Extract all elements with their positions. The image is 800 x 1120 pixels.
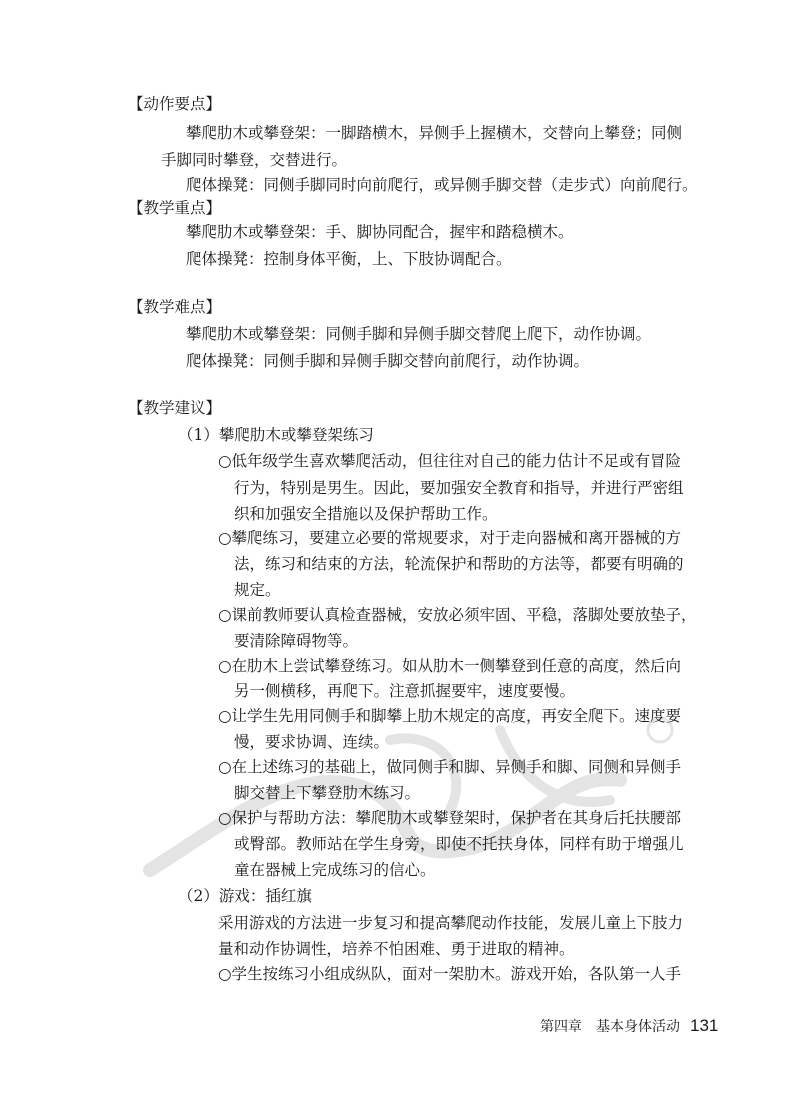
text-line: 采用游戏的方法进一步复习和提高攀爬动作技能，发展儿童上下肢力 (218, 914, 684, 932)
publisher-watermark-icon (140, 700, 760, 890)
text-line: 另一侧横移，再爬下。注意抓握要牢，速度要慢。 (234, 682, 576, 700)
bullet-line: ○保护与帮助方法：攀爬肋木或攀登架时，保护者在其身后托扶腰部 (218, 809, 682, 827)
text-line: 要清除障碍物等。 (234, 632, 359, 650)
page-footer (540, 1016, 718, 1037)
text-line: 攀爬肋木或攀登架：手、脚协同配合，握牢和踏稳横木。 (186, 223, 574, 241)
bullet-line: ○在上述练习的基础上，做同侧手和脚、异侧手和脚、同侧和异侧手 (218, 758, 682, 776)
text-line: 脚交替上下攀登肋木练习。 (234, 784, 421, 802)
bullet-line: ○学生按练习小组成纵队，面对一架肋木。游戏开始，各队第一人手 (218, 965, 682, 983)
text-line: 爬体操凳：控制身体平衡，上、下肢协调配合。 (186, 250, 512, 268)
bullet-line: ○让学生先用同侧手和脚攀上肋木规定的高度，再安全爬下。速度要 (218, 707, 682, 725)
text-line: 规定。 (234, 581, 281, 599)
text-line: 爬体操凳：同侧手脚和异侧手脚交替向前爬行，动作协调。 (186, 352, 590, 370)
section-heading-suggestions: 【教学建议】 (128, 399, 222, 417)
section-heading-key-points: 【动作要点】 (128, 95, 222, 113)
text-line: 攀爬肋木或攀登架：一脚踏横木，异侧手上握横木，交替向上攀登；同侧 (186, 124, 683, 142)
bullet-line: ○课前教师要认真检查器械，安放必须牢固、平稳，落脚处要放垫子， (218, 606, 697, 624)
text-line: 爬体操凳：同侧手脚同时向前爬行，或异侧手脚交替（走步式）向前爬行。 (186, 176, 698, 194)
subsection-title: （2）游戏：插红旗 (178, 887, 312, 905)
text-line: 行为，特别是男生。因此，要加强安全教育和指导，并进行严密组 (234, 479, 684, 497)
chapter-title: 第四章 基本身体活动 (540, 1019, 680, 1035)
section-heading-focus: 【教学重点】 (128, 199, 222, 217)
text-line: 法，练习和结束的方法，轮流保护和帮助的方法等，都要有明确的 (234, 555, 684, 573)
text-line: 或臀部。教师站在学生身旁，即使不托扶身体，同样有助于增强儿 (234, 835, 684, 853)
subsection-title: （1）攀爬肋木或攀登架练习 (178, 426, 374, 444)
text-line: 攀爬肋木或攀登架：同侧手脚和异侧手脚交替爬上爬下，动作协调。 (186, 325, 652, 343)
bullet-line: ○在肋木上尝试攀登练习。如从肋木一侧攀登到任意的高度，然后向 (218, 657, 682, 675)
page-number: 131 (690, 1016, 719, 1035)
text-line: 织和加强安全措施以及保护帮助工作。 (234, 505, 498, 523)
section-heading-difficulty: 【教学难点】 (128, 298, 222, 316)
text-line: 手脚同时攀登，交替进行。 (161, 151, 348, 169)
text-line: 慢，要求协调、连续。 (234, 733, 390, 751)
bullet-line: ○低年级学生喜欢攀爬活动，但往往对自己的能力估计不足或有冒险 (218, 452, 682, 470)
text-line: 童在器械上完成练习的信心。 (234, 861, 436, 879)
text-line: 量和动作协调性，培养不怕困难、勇于进取的精神。 (218, 940, 575, 958)
bullet-line: ○攀爬练习，要建立必要的常规要求，对于走向器械和离开器械的方 (218, 529, 682, 547)
